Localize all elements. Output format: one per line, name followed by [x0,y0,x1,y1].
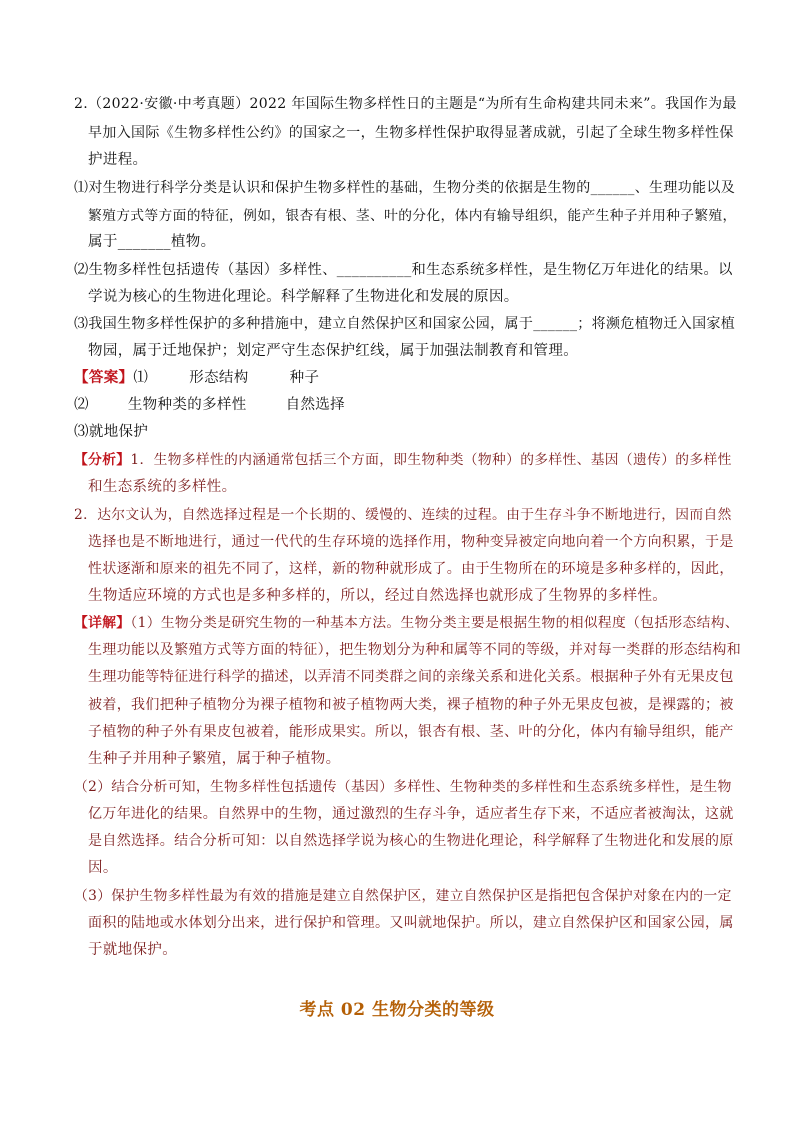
answer-3-number: ⑶ [74,424,89,440]
question-part2-line-1: ⑵生物多样性包括遗传（基因）多样性、__________和生态系统多样性，是生物亿万年进化的结果。以 [74,262,733,278]
detail-line-8: 亿万年进化的结果。自然界中的生物，通过激烈的生存斗争，适应者生存下来，不适应者被淘汰，这就 [88,806,734,822]
question-stem-line-1: 2.（2022·安徽·中考真题）2022 年国际生物多样性日的主题是“为所有生命构建共同未来”。我国作为最 [74,96,737,112]
detail-line-5: 子植物的种子外有果皮包被着，能形成果实。所以，银杏有根、茎、叶的分化，体内有输导组织，能产 [88,724,734,740]
detail-line-9: 是自然选择。结合分析可知：以自然选择学说为核心的生物进化理论，科学解释了生物进化和发展的原 [88,833,734,849]
analysis-line-1 [74,450,732,470]
answer-row-2 [74,395,345,415]
answer-row-3 [74,422,148,442]
answer-1b: 种子 [289,370,320,386]
detail-line-12: 面积的陆地或水体划分出来，进行保护和管理。又叫就地保护。所以，建立自然保护区和国家公园，属 [88,915,734,931]
answer-3a: 就地保护 [88,424,149,440]
detail-text: （1）生物分类是研究生物的一种基本方法。生物分类主要是根据生物的相似程度（包括形态结构、 [130,615,739,631]
question-part2-line-2: 学说为核心的生物进化理论。科学解释了生物进化和发展的原因。 [88,289,519,305]
question-part1-line-3: 属于_______植物。 [88,234,216,250]
detail-line-2: 生理功能以及繁殖方式等方面的特征），把生物划分为种和属等不同的等级，并对每一类群的形态结构和 [88,642,742,658]
analysis-tag: 【分析】 [74,452,131,468]
section-heading: 考点 02 生物分类的等级 [299,1000,495,1020]
detail-line-3: 生理功能等特征进行科学的描述，以弄清不同类群之间的亲缘关系和进化关系。根据种子外有无果皮包 [88,669,734,685]
question-part3-line-1: ⑶我国生物多样性保护的多种措施中，建立自然保护区和国家公园，属于______；将濒危植物迁入国家植 [74,316,736,332]
detail-line-1 [74,613,739,633]
answer-2b: 自然选择 [285,397,346,413]
answer-row-1 [74,368,319,388]
detail-line-11: （3）保护生物多样性最为有效的措施是建立自然保护区，建立自然保护区是指把包含保护对象在内的一定 [74,888,732,904]
detail-line-7: （2）结合分析可知，生物多样性包括遗传（基因）多样性、生物种类的多样性和生态系统多样性，是生物 [74,779,732,795]
answer-tag: 【答案】 [74,369,134,386]
detail-tag: 【详解】 [74,615,131,631]
analysis-line-5: 性状逐渐和原来的祖先不同了，这样，新的物种就形成了。由于生物所在的环境是多种多样的，因此， [88,561,734,577]
question-part1-line-2: 繁殖方式等方面的特征，例如，银杏有根、茎、叶的分化，体内有输导组织，能产生种子并用种子繁殖， [88,208,737,224]
analysis-line-3: 2．达尔文认为，自然选择过程是一个长期的、缓慢的、连续的过程。由于生存斗争不断地进行，因而自然 [74,507,732,523]
question-part1-line-1: ⑴对生物进行科学分类是认识和保护生物多样性的基础，生物分类的依据是生物的______、生理功能以及 [74,180,736,196]
detail-line-6: 生种子并用种子繁殖，属于种子植物。 [88,751,341,767]
answer-2a: 生物种类的多样性 [127,397,247,413]
question-part3-line-2: 物园，属于迁地保护；划定严守生态保护红线，属于加强法制教育和管理。 [88,343,579,359]
detail-line-10: 因。 [88,860,118,876]
question-stem-line-3: 护进程。 [88,152,148,168]
detail-line-13: 于就地保护。 [88,942,178,958]
question-stem-line-2: 早加入国际《生物多样性公约》的国家之一，生物多样性保护取得显著成就，引起了全球生物多样性保 [88,125,734,141]
answer-2-number: ⑵ [74,397,89,413]
analysis-line-2: 和生态系统的多样性。 [88,479,237,495]
answer-1-number: ⑴ [133,370,149,386]
analysis-line-4: 选择也是不断地进行，通过一代代的生存环境的选择作用，物种变异被定向地向着一个方向积累，于是 [88,534,734,550]
analysis-line-6: 生物适应环境的方式也是多种多样的，所以，经过自然选择也就形成了生物界的多样性。 [88,588,668,604]
detail-line-4: 被着，我们把种子植物分为裸子植物和被子植物两大类，裸子植物的种子外无果皮包被，是裸露的；被 [88,697,734,713]
analysis-text: 1．生物多样性的内涵通常包括三个方面，即生物种类（物种）的多样性、基因（遗传）的多样性 [130,452,732,468]
answer-1a: 形态结构 [189,370,249,386]
